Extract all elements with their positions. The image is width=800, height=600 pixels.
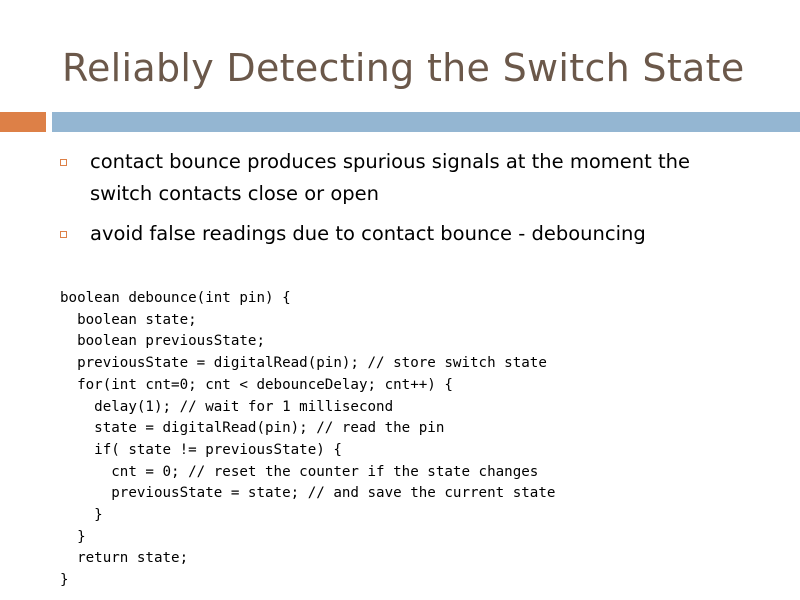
code-line: for(int cnt=0; cnt < debounceDelay; cnt++) { <box>60 376 453 393</box>
code-line: state = digitalRead(pin); // read the pin <box>60 420 445 437</box>
code-line: } <box>60 528 86 545</box>
code-line: previousState = digitalRead(pin); // store switch state <box>60 355 547 372</box>
code-line: if( state != previousState) { <box>60 441 342 458</box>
square-bullet-icon <box>60 159 67 166</box>
slide-title: Reliably Detecting the Switch State <box>62 46 745 90</box>
bullet-item <box>60 146 750 210</box>
code-line: boolean previousState; <box>60 333 265 350</box>
square-bullet-icon <box>60 231 67 238</box>
bullet-list <box>60 146 750 258</box>
bullet-text: contact bounce produces spurious signals at the moment the switch contacts close or open <box>90 150 690 205</box>
code-line: } <box>60 507 103 524</box>
code-line: } <box>60 572 69 589</box>
bullet-item <box>60 218 750 250</box>
code-line: cnt = 0; // reset the counter if the state changes <box>60 463 539 480</box>
code-line: previousState = state; // and save the current state <box>60 485 556 502</box>
bullet-text: avoid false readings due to contact bounce - debouncing <box>90 222 646 245</box>
title-accent-bar <box>0 112 46 132</box>
code-line: boolean state; <box>60 311 197 328</box>
code-line: boolean debounce(int pin) { <box>60 290 291 306</box>
code-block <box>60 288 555 592</box>
title-rule-bar <box>52 112 800 132</box>
code-line: delay(1); // wait for 1 millisecond <box>60 398 394 415</box>
code-line: return state; <box>60 550 189 567</box>
